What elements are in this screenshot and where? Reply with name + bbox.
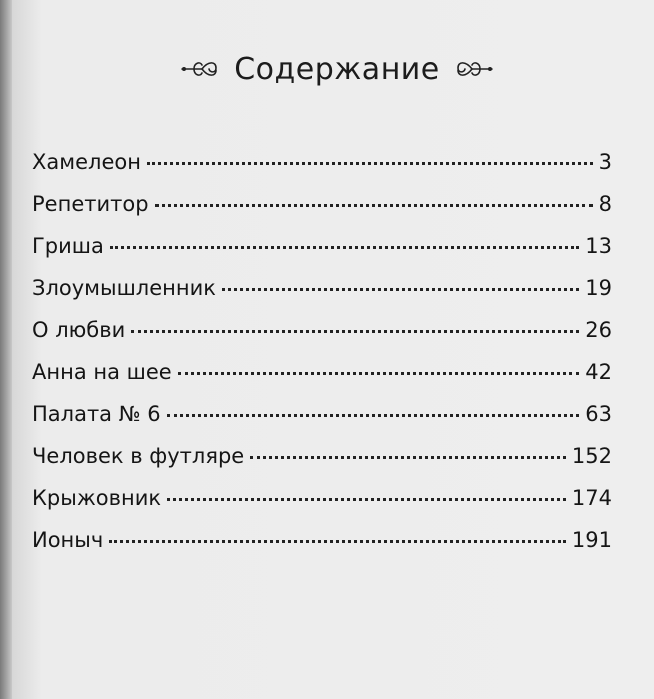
dot-leader <box>110 246 579 249</box>
toc-entry-page: 19 <box>585 276 612 300</box>
toc-entry-page: 191 <box>571 528 612 552</box>
toc-entry-title: Палата № 6 <box>32 402 161 426</box>
toc-entry-title: Ионыч <box>32 528 104 552</box>
toc-entry-page: 42 <box>585 360 612 384</box>
toc-entry <box>32 192 612 234</box>
left-ornament-icon <box>180 56 220 82</box>
toc-entry-page: 13 <box>585 234 612 258</box>
dot-leader <box>131 330 579 333</box>
toc-entry-page: 8 <box>598 192 612 216</box>
page-header <box>157 44 517 94</box>
dot-leader <box>250 456 566 459</box>
dot-leader <box>167 414 580 417</box>
toc-entry <box>32 150 612 192</box>
toc-entry <box>32 444 612 486</box>
dot-leader <box>222 288 579 291</box>
toc-entry-title: Хамелеон <box>32 150 141 174</box>
book-page <box>12 0 654 699</box>
toc-entry-title: Злоумышленник <box>32 276 216 300</box>
toc-entry <box>32 360 612 402</box>
toc-entry-title: Крыжовник <box>32 486 162 510</box>
toc-entry <box>32 234 612 276</box>
right-ornament-icon <box>454 56 494 82</box>
toc-entry <box>32 528 612 570</box>
toc-entry-title: Гриша <box>32 234 104 258</box>
book-binding-shadow <box>0 0 12 699</box>
toc-entry-page: 63 <box>585 402 612 426</box>
toc-entry-title: О любви <box>32 318 126 342</box>
toc-entry-title: Человек в футляре <box>32 444 245 468</box>
toc-entry-page: 3 <box>598 150 612 174</box>
toc-entry-title: Анна на шее <box>32 360 172 384</box>
table-of-contents <box>32 150 612 570</box>
toc-entry-page: 26 <box>585 318 612 342</box>
toc-entry <box>32 486 612 528</box>
toc-entry <box>32 402 612 444</box>
dot-leader <box>167 498 566 501</box>
toc-entry-page: 152 <box>571 444 612 468</box>
dot-leader <box>109 540 566 543</box>
dot-leader <box>178 372 580 375</box>
toc-entry <box>32 318 612 360</box>
toc-entry-page: 174 <box>571 486 612 510</box>
dot-leader <box>155 204 593 207</box>
dot-leader <box>147 162 593 165</box>
toc-entry-title: Репетитор <box>32 192 149 216</box>
page-title: Содержание <box>234 51 440 87</box>
toc-entry <box>32 276 612 318</box>
